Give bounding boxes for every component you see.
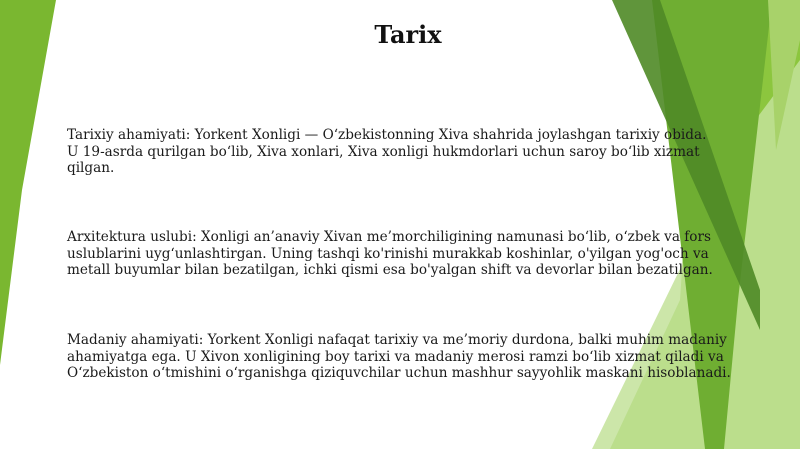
- paragraph-line: Tarixiy ahamiyati: Yorkent Xonligi — O‘zbekistonning Xiva shahrida joylashgan tarixiy obida.: [67, 127, 707, 143]
- slide-title: Tarix: [374, 20, 442, 49]
- paragraph-cultural-significance: [67, 332, 767, 382]
- paragraph-historical-significance: [67, 127, 767, 177]
- paragraph-architecture-style: [67, 229, 767, 279]
- left-green-facet: [0, 0, 56, 365]
- paragraph-line: qilgan.: [67, 160, 115, 176]
- paragraph-line: O‘zbekiston o‘tmishini o‘rganishga qiziquvchilar uchun mashhur sayyohlik maskani hisoblanadi.: [67, 365, 731, 381]
- paragraph-line: U 19-asrda qurilgan bo‘lib, Xiva xonlari, Xiva xonligi hukmdorlari uchun saroy bo‘lib xizmat: [67, 143, 700, 160]
- paragraph-line: metall buyumlar bilan bezatilgan, ichki qismi esa bo'yalgan shift va devorlar bilan bezatilgan.: [67, 262, 713, 278]
- paragraph-line: Madaniy ahamiyati: Yorkent Xonligi nafaqat tarixiy va me’moriy durdona, balki muhim madaniy: [67, 332, 727, 348]
- paragraph-line: uslublarini uyg‘unlashtirgan. Uning tashqi ko'rinishi murakkab koshinlar, o'yilgan yog'och va: [67, 245, 709, 262]
- paragraph-line: Arxitektura uslubi: Xonligi an’anaviy Xivan me’morchiligining namunasi bo‘lib, o‘zbek va fors: [67, 229, 711, 245]
- paragraph-line: ahamiyatga ega. U Xivon xonligining boy tarixi va madaniy merosi ramzi bo‘lib xizmat qiladi va: [67, 348, 724, 365]
